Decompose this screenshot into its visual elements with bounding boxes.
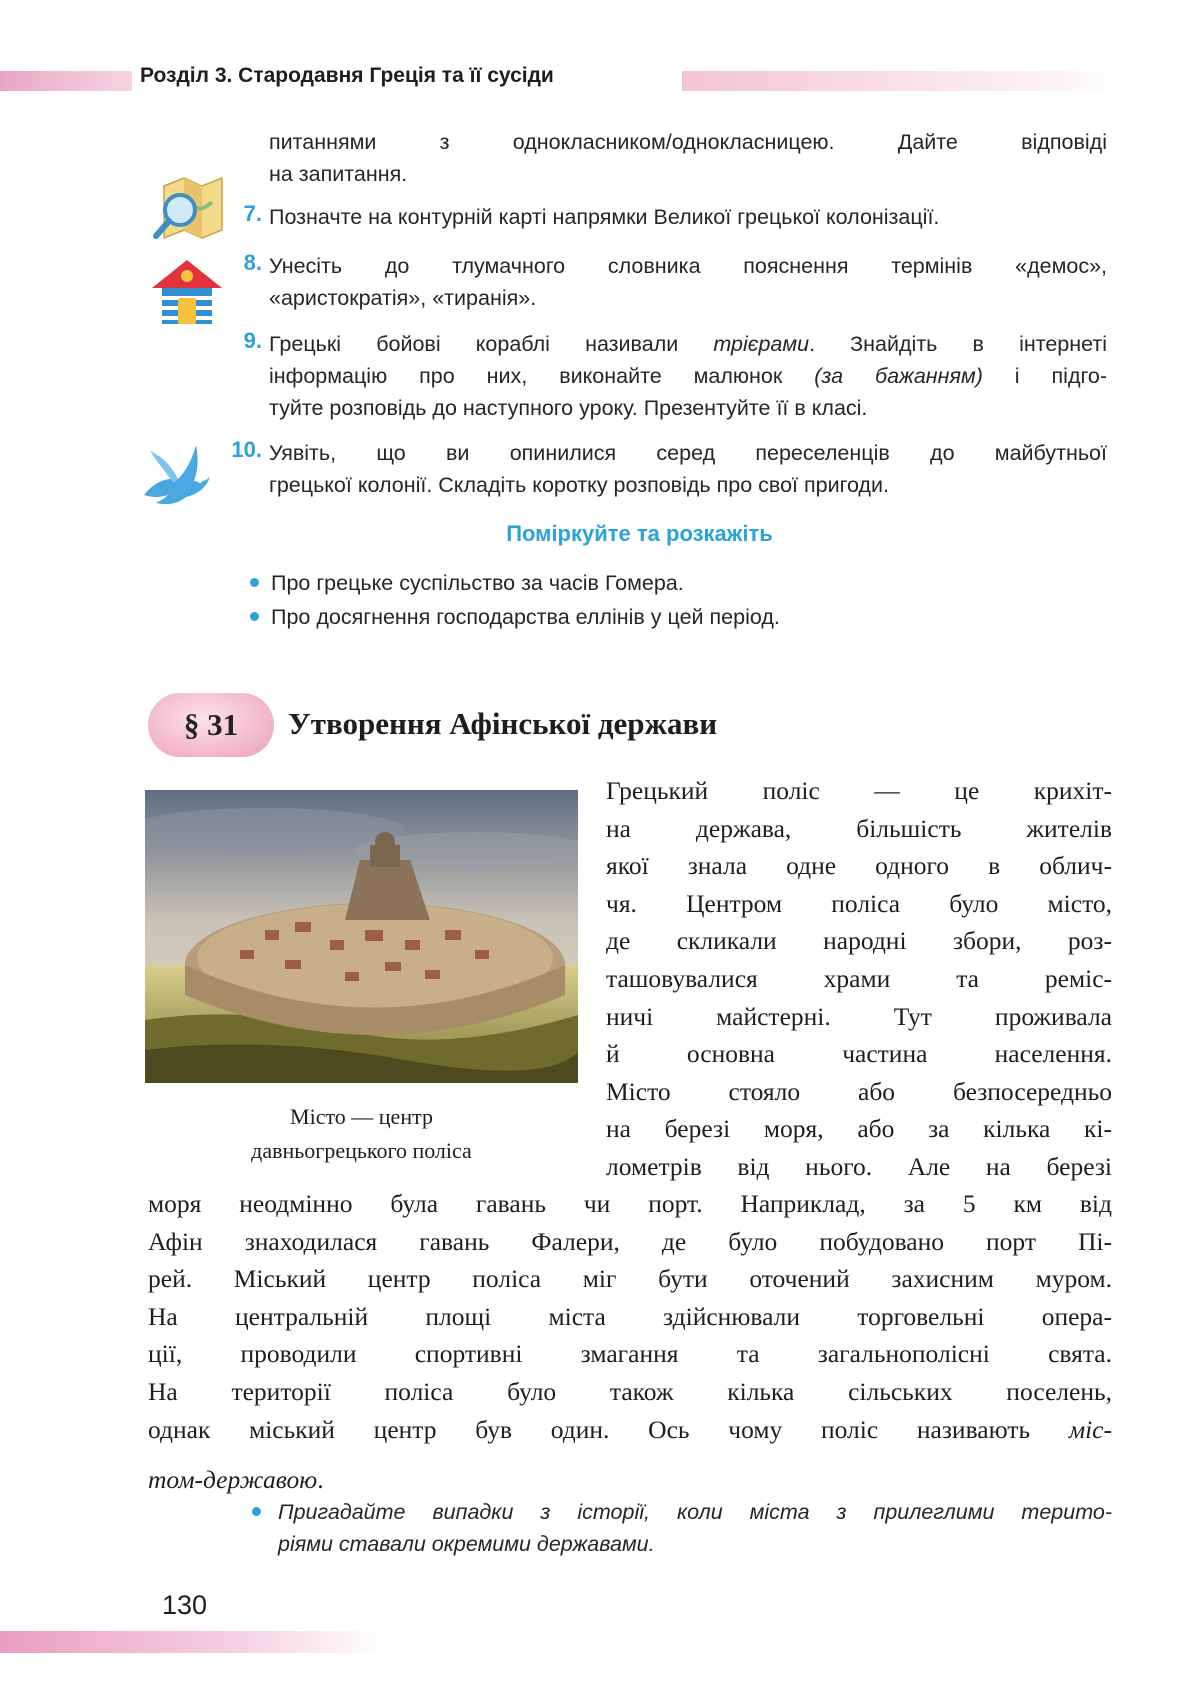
body-line: на держава, більшість жителів: [606, 813, 1112, 843]
caption-line-2: давньогрецького поліса: [251, 1138, 472, 1163]
body-line-text: рей. Міський центр поліса міг бути оточений захисним муром.: [148, 1264, 1112, 1294]
bullet-icon: [250, 578, 259, 587]
task-8-number: 8.: [243, 250, 262, 275]
task-8-line-1: Унесіть до тлумачного словника пояснення термінів «демос»,: [269, 254, 1107, 278]
body-line: й основна частина населення.: [606, 1039, 1112, 1069]
body-last-line-end: .: [317, 1465, 324, 1494]
discuss-item: [250, 605, 780, 630]
task-8-text: [269, 250, 1107, 314]
body-line: ташовувалися храми та реміс-: [606, 964, 1112, 993]
body-line: [148, 1264, 1112, 1294]
task-9-line-2-b: і підго-: [982, 364, 1107, 388]
page-number: 130: [162, 1590, 208, 1620]
task-6-line-1: питаннями з однокласником/однокласницею. Дайте відповіді: [269, 130, 1107, 154]
header-band-left: [0, 71, 132, 91]
city-state-term-start: міс-: [1068, 1414, 1112, 1444]
body-line-text: На центральній площі міста здійснювали торговельні опера-: [148, 1301, 1112, 1331]
note-line-1: Пригадайте випадки з історії, коли міста з прилеглими терито-: [278, 1500, 1112, 1524]
header-band-right: [682, 71, 1122, 91]
task-9-text: [269, 328, 1107, 424]
task-9-line-1: [269, 328, 1107, 360]
section-title: Утворення Афінської держави: [288, 706, 718, 741]
ancient-city-illustration: [145, 790, 578, 1083]
task-8-line-2: «аристократія», «тиранія».: [269, 286, 537, 310]
optional-note: (за бажанням): [814, 364, 983, 388]
task-9-line-1-b: . Знайдіть в інтернеті: [809, 332, 1107, 356]
footer-band: [0, 1631, 385, 1653]
body-line: де скликали народні збори, роз-: [606, 926, 1112, 956]
task-6-line-2: на запитання.: [269, 162, 408, 186]
discuss-item-text: Про грецьке суспільство за часів Гомера.: [271, 571, 684, 595]
task-7-text: Позначте на контурній карті напрямки Великої грецької колонізації.: [269, 205, 940, 229]
task-9-line-2: [269, 360, 1107, 392]
discuss-item: [250, 571, 684, 596]
body-line: [148, 1377, 1112, 1407]
body-line-text: однак міський центр був один. Ось чому поліс називають: [148, 1414, 1069, 1444]
task-10-line-1: Уявіть, що ви опинилися серед переселенців до майбутньої: [269, 441, 1107, 465]
body-line: на березі моря, або за кілька кі-: [606, 1114, 1112, 1144]
task-10-text: [269, 437, 1107, 501]
task-9-line-1-a: Грецькі бойові кораблі називали: [269, 332, 714, 356]
bullet-icon: [252, 1507, 261, 1516]
paragraph-badge: § 31: [148, 693, 274, 757]
task-7-number: 7.: [243, 201, 262, 226]
discuss-heading: Поміркуйте та розкажіть: [506, 521, 773, 546]
body-line-text: Афін знаходилася гавань Фалери, де було побудовано порт Пі-: [148, 1226, 1112, 1256]
task-9-line-3: туйте розповідь до наступного уроку. Презентуйте її в класі.: [269, 396, 868, 420]
chapter-header: Розділ 3. Стародавня Греція та її сусіди: [140, 64, 554, 87]
task-9-line-2-a: інформацію про них, виконайте малюнок: [269, 364, 815, 388]
note-line-2: ріями ставали окремими державами.: [278, 1532, 655, 1556]
discuss-item-text: Про досягнення господарства еллінів у цей період.: [271, 605, 780, 629]
body-line: Грецький поліс — це крихіт-: [606, 776, 1112, 805]
body-line: Місто стояло або безпосередньо: [606, 1076, 1112, 1106]
figure-caption: [145, 1100, 578, 1168]
body-line-text: моря неодмінно була гавань чи порт. Наприклад, за 5 км від: [148, 1189, 1112, 1218]
body-line: ничі майстерні. Тут проживала: [606, 1001, 1112, 1031]
task-10-line-2: грецької колонії. Складіть коротку розповідь про свої пригоди.: [269, 473, 889, 497]
caption-line-1: Місто — центр: [290, 1104, 433, 1129]
task-9-number: 9.: [243, 328, 262, 353]
body-line: [148, 1189, 1112, 1219]
body-line-text: На території поліса було також кілька сільських поселень,: [148, 1377, 1112, 1406]
body-line: якої знала одне одного в облич-: [606, 851, 1112, 881]
task-10-number: 10.: [231, 437, 262, 462]
body-line: [148, 1415, 1112, 1445]
task-6-continuation: [269, 126, 1107, 190]
body-line: лометрів від нього. Але на березі: [606, 1152, 1112, 1181]
city-state-term: том-державою: [148, 1465, 318, 1494]
bullet-icon: [250, 612, 259, 621]
body-line-text: ції, проводили спортивні змагання та загальнополісні свята.: [148, 1339, 1112, 1369]
body-line: [148, 1302, 1112, 1332]
reflection-note: [278, 1496, 1112, 1560]
body-line: чя. Центром поліса було місто,: [606, 888, 1112, 918]
body-line: [148, 1339, 1112, 1369]
body-line: [148, 1227, 1112, 1257]
trieres-term: трієрами: [713, 332, 810, 356]
body-last-line: [148, 1465, 1112, 1495]
